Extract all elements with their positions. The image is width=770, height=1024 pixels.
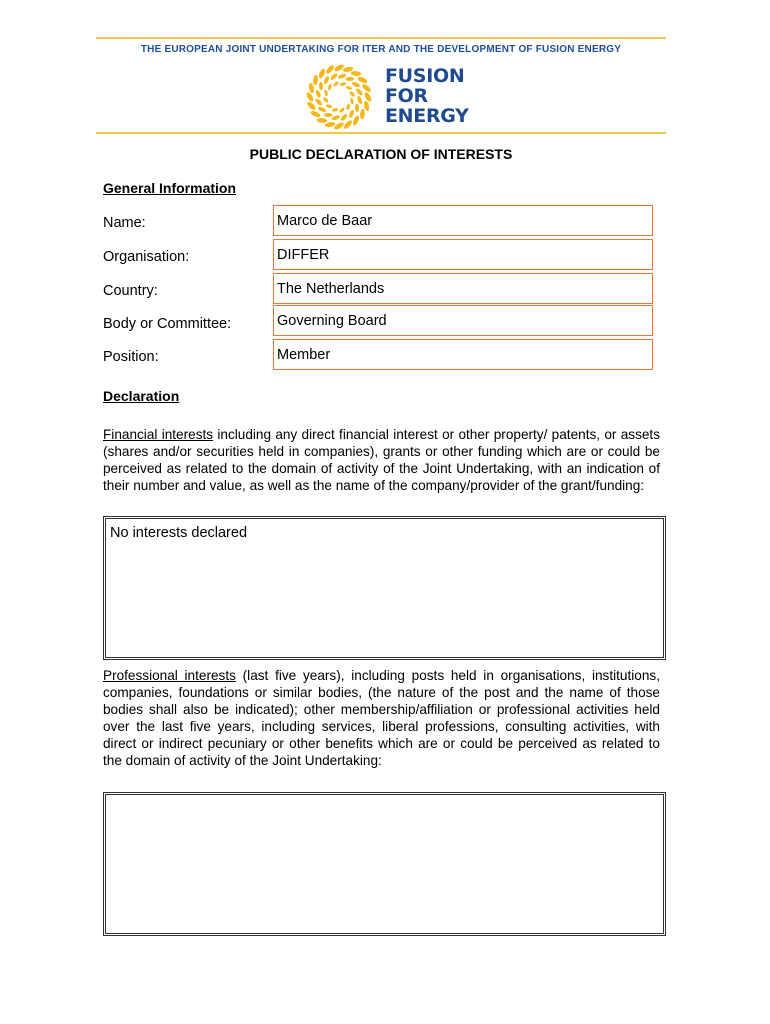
logo-petal [322,97,329,104]
financial-interests-title: Financial interests [103,427,214,442]
logo-petal [345,85,352,90]
logo-petal [317,106,326,113]
body-committee-field[interactable] [273,305,653,336]
fusion-for-energy-logo [303,64,469,130]
logo-petal [340,113,349,122]
logo-petal [346,103,351,110]
logo-petal [305,91,314,102]
logo-line-2: FOR [385,85,428,107]
logo-petal [332,108,339,113]
financial-interests-value: No interests declared [110,525,248,541]
logo-line-3: ENERGY [385,105,469,127]
financial-interests-paragraph [103,426,660,494]
logo-petal [315,89,322,98]
financial-interests-text: including any direct financial interest or other property/ patents, or assets (shares and/or securities held in companies), grants or other funding which are or could be perceived as related to the domain of activity of the Joint Undertaking, with an indication of their number and value, as well as the name of the company/provider of the grant/funding: [103,427,660,493]
name-value: Marco de Baar [277,213,373,229]
logo-petal [333,121,344,130]
logo-petal [319,82,323,90]
organisation-value: DIFFER [277,247,330,263]
logo-petal [339,107,346,114]
sun-logo-icon [303,64,375,130]
logo-petal [306,101,317,112]
logo-petal [361,83,372,94]
financial-interests-box[interactable] [103,516,666,660]
logo-petal [333,80,340,87]
logo-petal [350,98,355,105]
professional-interests-paragraph [103,667,660,769]
logo-petal [324,113,332,117]
name-label: Name: [103,215,146,231]
body-committee-value: Governing Board [277,313,387,329]
logo-petal [348,109,355,118]
position-value: Member [277,347,331,363]
logo-petal [355,88,364,97]
declaration-heading: Declaration [103,388,180,404]
logo-petal [324,90,329,97]
logo-petal [349,91,356,98]
logo-petal [337,73,346,80]
logo-petal [363,91,372,102]
logo-petal [310,110,321,119]
logo-petal [356,95,363,104]
logo-petal [323,75,330,84]
logo-petal [352,115,361,126]
position-field[interactable] [273,339,653,370]
logo-petal [317,118,328,124]
top-rule [96,37,666,39]
logo-petal [331,114,340,121]
logo-petal [340,82,347,87]
country-field[interactable] [273,273,653,304]
general-information-heading: General Information [103,180,237,196]
logo-petal [333,64,344,73]
logo-petal [355,104,359,112]
logo-rule [96,132,666,134]
logo-petal [346,77,354,81]
professional-interests-title: Professional interests [103,668,236,683]
logo-petal [326,104,333,109]
country-value: The Netherlands [277,281,385,297]
position-label: Position: [103,349,159,365]
logo-text [385,65,469,127]
logo-line-1: FUSION [385,65,465,87]
logo-petal [314,98,323,107]
logo-petal [343,119,354,130]
body-committee-label: Body or Committee: [103,316,232,332]
professional-interests-text: (last five years), including posts held in organisations, institutions, companies, foundations or similar bodies, (the nature of the post and the name of those bodies shall also be indicated); other membership/affiliation or professional activities held over the last five years, including services, liberal professions, consulting activities, with direct or indirect pecuniary or other benefits which are or could be perceived as related to the domain of activity of the Joint Undertaking: [103,668,660,768]
logo-petal [330,72,339,81]
logo-petal [357,76,368,85]
organisation-header: THE EUROPEAN JOINT UNDERTAKING FOR ITER AND THE DEVELOPMENT OF FUSION ENERGY [140,44,622,55]
page-title: PUBLIC DECLARATION OF INTERESTS [249,146,513,162]
country-label: Country: [103,283,158,299]
organisation-label: Organisation: [103,249,190,265]
organisation-field[interactable] [273,239,653,270]
logo-petal [360,109,366,120]
logo-petal [318,68,327,79]
logo-petal [351,81,360,88]
logo-petal [313,75,319,86]
professional-interests-box[interactable] [103,792,666,936]
logo-petal [325,64,336,75]
name-field[interactable] [273,205,653,236]
logo-petal [327,84,332,91]
logo-petal [351,71,362,77]
